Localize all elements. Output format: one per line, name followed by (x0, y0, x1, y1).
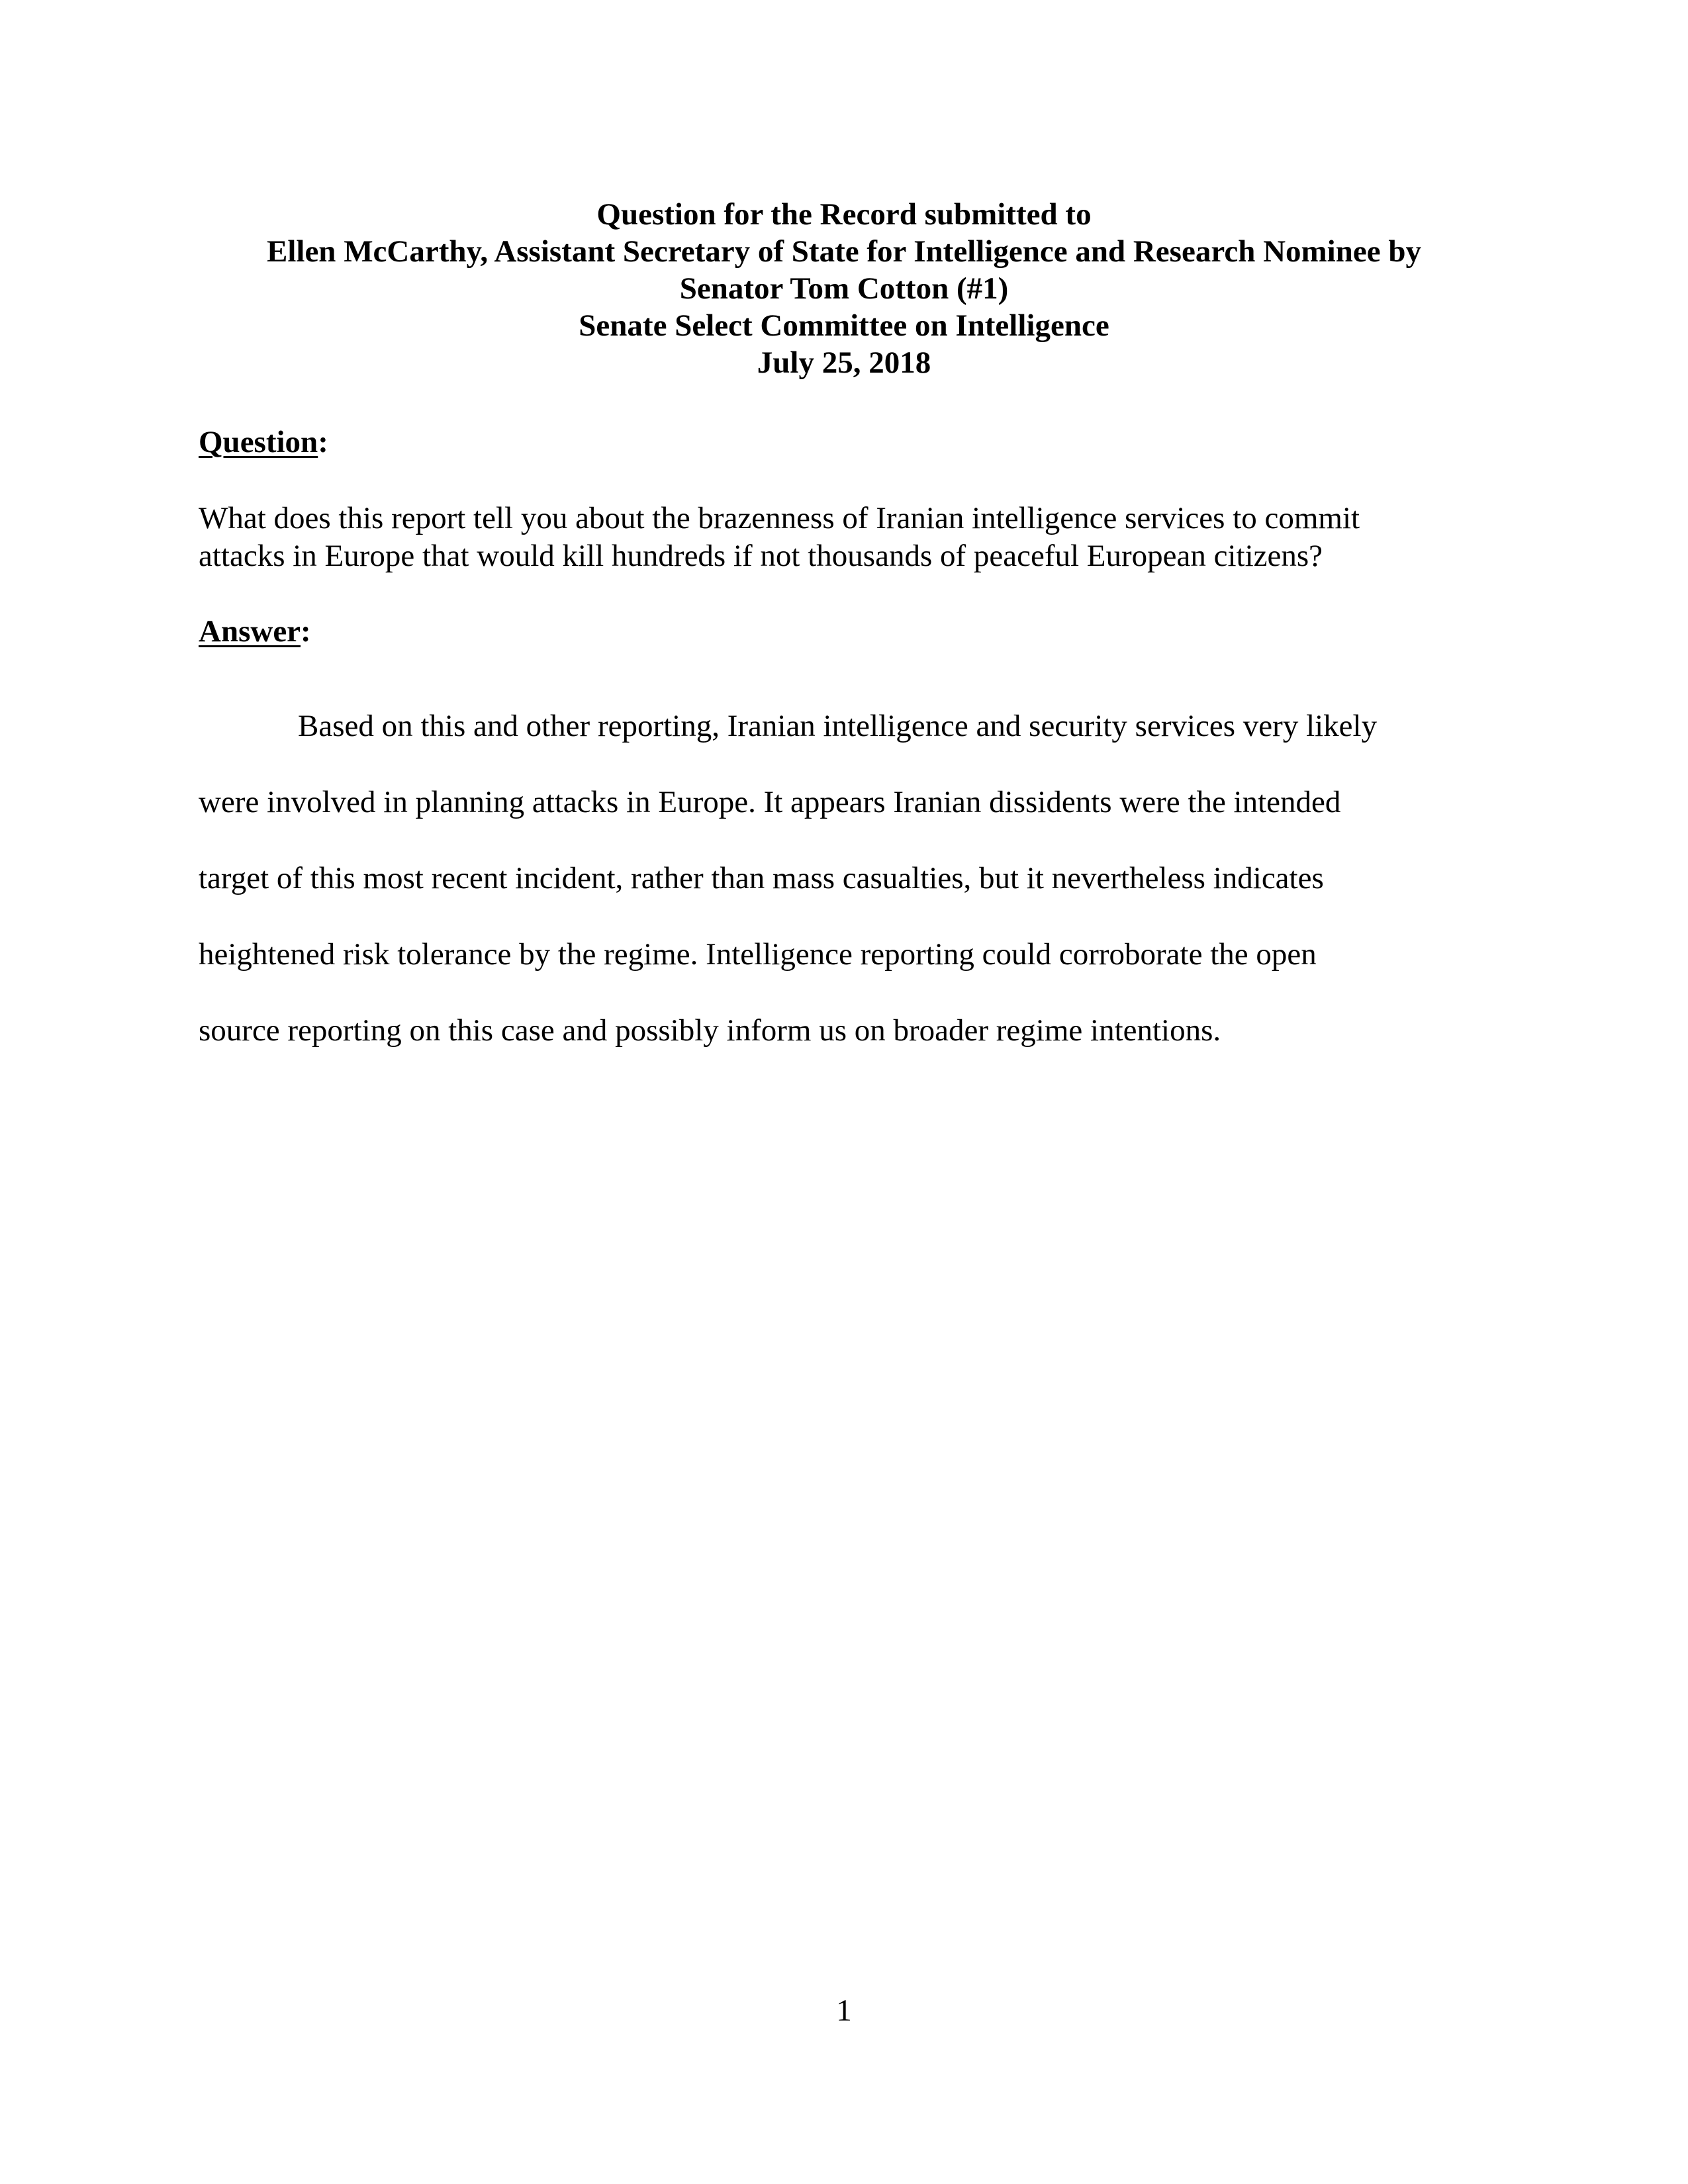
header-line-committee: Senate Select Committee on Intelligence (579, 308, 1109, 343)
answer-line: were involved in planning attacks in Europe. It appears Iranian dissidents were the intended (199, 785, 1341, 819)
answer-line: target of this most recent incident, rather than mass casualties, but it nevertheless indicates (199, 861, 1324, 895)
question-line: What does this report tell you about the brazenness of Iranian intelligence services to commit (199, 501, 1360, 535)
question-heading (199, 424, 328, 461)
question-heading-label: Question (199, 425, 318, 459)
answer-line: heightened risk tolerance by the regime. Intelligence reporting could corroborate the open (199, 937, 1317, 972)
header-line-title: Question for the Record submitted to (596, 197, 1092, 232)
answer-heading-label: Answer (199, 614, 301, 649)
header-line-senator: Senator Tom Cotton (#1) (679, 271, 1009, 306)
answer-line: Based on this and other reporting, Iranian intelligence and security services very likely (298, 709, 1378, 743)
answer-text (199, 688, 1523, 1069)
answer-heading (199, 613, 311, 650)
question-line: attacks in Europe that would kill hundreds if not thousands of peaceful European citizens? (199, 539, 1323, 573)
page-number: 1 (836, 1993, 852, 2028)
question-heading-colon: : (318, 425, 328, 459)
document-header (172, 196, 1516, 381)
question-text (199, 500, 1523, 575)
header-line-date: July 25, 2018 (757, 345, 931, 380)
header-line-nominee: Ellen McCarthy, Assistant Secretary of State for Intelligence and Research Nominee by (266, 234, 1421, 269)
answer-line: source reporting on this case and possibly inform us on broader regime intentions. (199, 1013, 1221, 1048)
answer-heading-colon: : (301, 614, 311, 649)
